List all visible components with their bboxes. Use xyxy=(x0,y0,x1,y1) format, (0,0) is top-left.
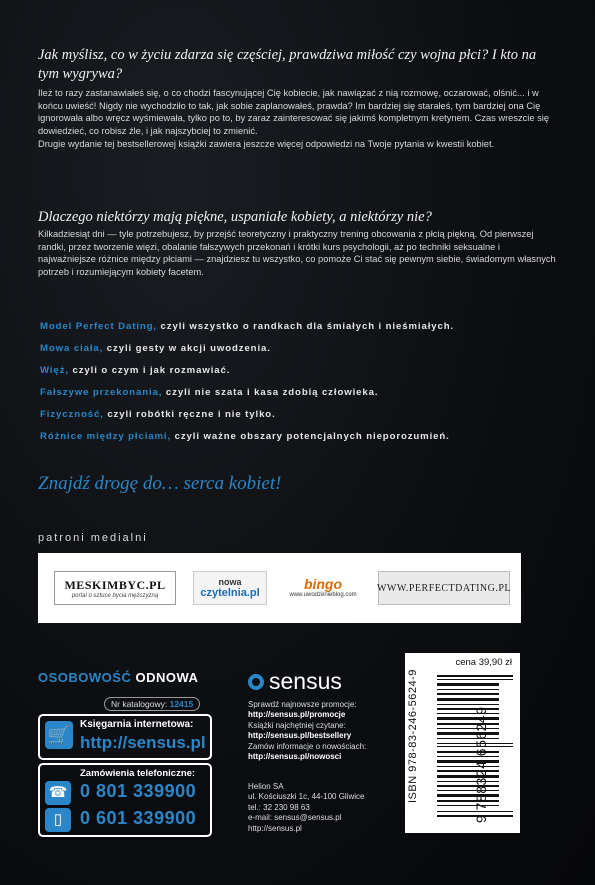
bestsellers-label: Książki najchętniej czytane: xyxy=(248,720,346,730)
patrons-box xyxy=(38,553,521,623)
publisher-street: ul. Kościuszki 1c, 44-100 Gliwice xyxy=(248,792,365,802)
series-logo xyxy=(38,670,198,685)
online-shop-box xyxy=(38,714,212,760)
catalog-label: Nr katalogowy: xyxy=(111,699,168,709)
feature-item xyxy=(40,386,570,408)
nowa-czytelnia-logo xyxy=(193,571,267,605)
promo-url[interactable]: http://sensus.pl/promocje xyxy=(248,710,346,720)
cart-icon: 🛒 xyxy=(45,721,73,749)
meskimbyc-logo-sub: portal o sztuce bycia mężczyzną xyxy=(71,592,159,599)
feature-text: czyli robótki ręczne i nie tylko. xyxy=(103,409,276,420)
series-part1: OSOBOWOŚĆ xyxy=(38,670,136,685)
news-url[interactable]: http://sensus.pl/nowosci xyxy=(248,752,342,762)
intro-paragraph-2: Drugie wydanie tej bestsellerowej książki zawiera jeszcze więcej odpowiedzi na Twoje pytania w kwestii kobiet. xyxy=(38,138,495,149)
meskimbyc-logo xyxy=(54,571,176,605)
bestsellers-url[interactable]: http://sensus.pl/bestsellery xyxy=(248,731,352,741)
catalog-number xyxy=(104,697,200,711)
sensus-circle-icon xyxy=(248,674,264,690)
publisher-email: e-mail: sensus@sensus.pl xyxy=(248,813,342,823)
mobile-phone-icon: ▯ xyxy=(45,808,71,832)
news-label: Zamów informacje o nowościach: xyxy=(248,741,367,751)
feature-item xyxy=(40,430,570,452)
intro-paragraph: Ileż to razy zastanawiałeś się, o co chodzi fascynującej Cię kobiecie, jak nawiązać z nią rozmowę, oczarować, olśnić... i w końcu uwieść! Nigdy nie wychodziło to tak, jak sobie zaplanowałeś, prawda? Im bardziej się starałeś, tym bardziej ona Cię ignorowała albo wręcz wyśmiewała, tylko po to, by zaraz zainteresować się jakimś kompletnym kretynem. Czas wreszcie się dowiedzieć, co robisz źle, i jak najszybciej to zmienić. xyxy=(38,88,549,137)
feature-text: czyli wszystko o randkach dla śmiałych i nieśmiałych. xyxy=(156,321,455,332)
bingo-logo-sub: www.uwodzenieblog.com xyxy=(289,592,357,598)
phone-icon: ☎ xyxy=(45,781,71,805)
feature-item xyxy=(40,320,570,342)
sensus-logo-text: sensus xyxy=(269,668,342,694)
patrons-label: patroni medialni xyxy=(38,532,148,544)
feature-highlight: Fizyczność, xyxy=(40,409,104,420)
feature-highlight: Więź, xyxy=(40,365,69,376)
feature-text: czyli ważne obszary potencjalnych nieporozumień. xyxy=(171,431,450,442)
shop-label: Księgarnia internetowa: xyxy=(80,719,194,730)
slogan: Znajdź drogę do… serca kobiet! xyxy=(38,473,282,494)
barcode-box xyxy=(405,653,520,833)
feature-highlight: Różnice między płciami, xyxy=(40,431,172,442)
promo-label: Sprawdź najnowsze promocje: xyxy=(248,700,357,709)
perfectdating-logo: WWW.PERFECTDATING.PL xyxy=(378,571,510,605)
feature-text: czyli gesty w akcji uwodzenia. xyxy=(103,343,271,354)
sensus-logo xyxy=(248,668,342,695)
publisher-address xyxy=(248,782,365,834)
publisher-website: http://sensus.pl xyxy=(248,823,302,833)
feature-highlight: Mowa ciała, xyxy=(40,343,104,354)
feature-item xyxy=(40,342,570,364)
phone-orders-label: Zamówienia telefoniczne: xyxy=(80,768,196,779)
meskimbyc-logo-text: MESKIMBYC.PL xyxy=(64,577,166,592)
intro-text xyxy=(38,87,558,151)
features-list xyxy=(40,320,570,452)
shop-url[interactable]: http://sensus.pl xyxy=(80,733,206,752)
section2-text: Kilkadziesiąt dni — tyle potrzebujesz, by przejść teoretyczny i praktyczny trening obcowania z płcią piękną. Od pierwszej randki, przez tworzenie więzi, obalanie fałszywych przekonań i krótki kurs psychologii, aż po techniki seksualne i najważniejsze różnice między płciami — znajdziesz tu wszystko, co pomoże Ci stać się pewnym siebie, świadomym własnych potrzeb i rozumiejącym kobiety facetem. xyxy=(38,229,556,278)
feature-highlight: Fałszywe przekonania, xyxy=(40,387,163,398)
feature-item xyxy=(40,408,570,430)
section2-question: Dlaczego niektórzy mają piękne, uspaniałe kobiety, a niektórzy nie? xyxy=(38,209,432,225)
publisher-links xyxy=(248,700,366,762)
price: cena 39,90 zł xyxy=(455,657,512,668)
intro-question: Jak myślisz, co w życiu zdarza się częściej, prawdziwa miłość czy wojna płci? I kto na tym wygrywa? xyxy=(38,47,537,82)
nowa-czytelnia-logo-bottom: czytelnia.pl xyxy=(200,587,260,599)
publisher-phone: tel.: 32 230 98 63 xyxy=(248,802,310,812)
feature-highlight: Model Perfect Dating, xyxy=(40,321,157,332)
isbn: ISBN 978-83-246-5624-9 xyxy=(407,669,419,803)
bingo-logo xyxy=(283,571,363,603)
feature-text: czyli nie szata i kasa zdobią człowieka. xyxy=(162,387,379,398)
nowa-czytelnia-logo-top: nowa xyxy=(218,577,242,587)
series-part2: ODNOWA xyxy=(135,670,199,685)
feature-item xyxy=(40,364,570,386)
feature-text: czyli o czym i jak rozmawiać. xyxy=(68,365,231,376)
bingo-logo-text: bingo xyxy=(303,576,343,592)
phone-number-2: 0 601 339900 xyxy=(80,808,197,828)
barcode-digits: 9 788324 656249 xyxy=(473,706,489,823)
phone-orders-box xyxy=(38,763,212,837)
phone-number-1: 0 801 339900 xyxy=(80,781,197,801)
publisher-company: Helion SA xyxy=(248,782,284,791)
catalog-value: 12415 xyxy=(169,699,194,709)
